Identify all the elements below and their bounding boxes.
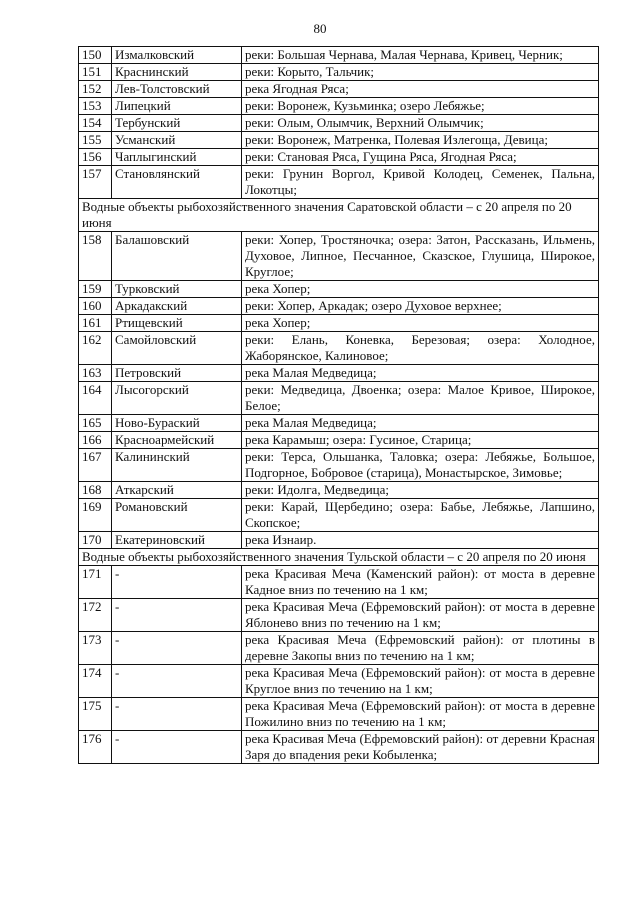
table-row: [79, 315, 599, 332]
row-number-cell: 162: [79, 332, 112, 365]
table-row: [79, 665, 599, 698]
district-cell: -: [112, 632, 242, 665]
row-number-cell: 155: [79, 132, 112, 149]
section-header-row: [79, 549, 599, 566]
water-objects-cell: река Хопер;: [242, 281, 599, 298]
district-cell: Самойловский: [112, 332, 242, 365]
row-number-cell: 151: [79, 64, 112, 81]
row-number-cell: 174: [79, 665, 112, 698]
row-number-cell: 164: [79, 382, 112, 415]
district-cell: Становлянский: [112, 166, 242, 199]
water-objects-cell: реки: Медведица, Двоенка; озера: Малое Кривое, Широкое, Белое;: [242, 382, 599, 415]
district-cell: -: [112, 698, 242, 731]
water-objects-cell: реки: Становая Ряса, Гущина Ряса, Ягодная Ряса;: [242, 149, 599, 166]
table-row: [79, 731, 599, 764]
row-number-cell: 168: [79, 482, 112, 499]
water-objects-cell: река Красивая Меча (Ефремовский район): от плотины в деревне Закопы вниз по течению на 1 км;: [242, 632, 599, 665]
district-cell: -: [112, 566, 242, 599]
table-row: [79, 132, 599, 149]
row-number-cell: 158: [79, 232, 112, 281]
water-objects-table: [78, 46, 599, 764]
section-header-text: Водные объекты рыбохозяйственного значения Саратовской области – с 20 апреля по 20 июня: [79, 199, 599, 232]
district-cell: Ново-Бураский: [112, 415, 242, 432]
water-objects-cell: реки: Терса, Ольшанка, Таловка; озера: Лебяжье, Большое, Подгорное, Бобровое (старица), Монастырское, Зимовье;: [242, 449, 599, 482]
district-cell: Романовский: [112, 499, 242, 532]
water-objects-cell: река Ягодная Ряса;: [242, 81, 599, 98]
table-row: [79, 382, 599, 415]
section-header-row: [79, 199, 599, 232]
water-objects-cell: реки: Грунин Воргол, Кривой Колодец, Семенек, Пальна, Локотцы;: [242, 166, 599, 199]
district-cell: Аркадакский: [112, 298, 242, 315]
row-number-cell: 161: [79, 315, 112, 332]
row-number-cell: 172: [79, 599, 112, 632]
water-objects-cell: река Малая Медведица;: [242, 415, 599, 432]
water-objects-cell: река Малая Медведица;: [242, 365, 599, 382]
water-objects-cell: реки: Воронеж, Кузьминка; озеро Лебяжье;: [242, 98, 599, 115]
row-number-cell: 173: [79, 632, 112, 665]
table-row: [79, 281, 599, 298]
row-number-cell: 159: [79, 281, 112, 298]
row-number-cell: 160: [79, 298, 112, 315]
table-row: [79, 482, 599, 499]
table-row: [79, 115, 599, 132]
district-cell: Лысогорский: [112, 382, 242, 415]
water-objects-cell: река Карамыш; озера: Гусиное, Старица;: [242, 432, 599, 449]
table-row: [79, 599, 599, 632]
district-cell: Екатериновский: [112, 532, 242, 549]
district-cell: Ртищевский: [112, 315, 242, 332]
section-header-text: Водные объекты рыбохозяйственного значения Тульской области – с 20 апреля по 20 июня: [79, 549, 599, 566]
district-cell: Калининский: [112, 449, 242, 482]
district-cell: Петровский: [112, 365, 242, 382]
table-row: [79, 298, 599, 315]
table-row: [79, 166, 599, 199]
table-row: [79, 415, 599, 432]
row-number-cell: 154: [79, 115, 112, 132]
water-objects-cell: реки: Большая Чернава, Малая Чернава, Кривец, Черник;: [242, 47, 599, 64]
water-objects-cell: реки: Корыто, Тальчик;: [242, 64, 599, 81]
district-cell: Лев-Толстовский: [112, 81, 242, 98]
row-number-cell: 171: [79, 566, 112, 599]
row-number-cell: 167: [79, 449, 112, 482]
table-row: [79, 566, 599, 599]
water-objects-cell: реки: Карай, Щербедино; озера: Бабье, Лебяжье, Лапшино, Скопское;: [242, 499, 599, 532]
table-row: [79, 499, 599, 532]
row-number-cell: 176: [79, 731, 112, 764]
table-row: [79, 64, 599, 81]
table-row: [79, 47, 599, 64]
water-objects-cell: реки: Хопер, Тростяночка; озера: Затон, Рассказань, Ильмень, Духовое, Липное, Песчанное, Сказское, Глушица, Широкое, Круглое;: [242, 232, 599, 281]
table-row: [79, 632, 599, 665]
row-number-cell: 152: [79, 81, 112, 98]
water-objects-cell: река Красивая Меча (Каменский район): от моста в деревне Кадное вниз по течению на 1 км;: [242, 566, 599, 599]
table-row: [79, 432, 599, 449]
row-number-cell: 153: [79, 98, 112, 115]
row-number-cell: 170: [79, 532, 112, 549]
row-number-cell: 165: [79, 415, 112, 432]
district-cell: Тербунский: [112, 115, 242, 132]
district-cell: Аткарский: [112, 482, 242, 499]
district-cell: -: [112, 665, 242, 698]
row-number-cell: 150: [79, 47, 112, 64]
table-row: [79, 332, 599, 365]
district-cell: Краснинский: [112, 64, 242, 81]
water-objects-cell: реки: Хопер, Аркадак; озеро Духовое верхнее;: [242, 298, 599, 315]
water-objects-cell: реки: Олым, Олымчик, Верхний Олымчик;: [242, 115, 599, 132]
district-cell: Красноармейский: [112, 432, 242, 449]
row-number-cell: 157: [79, 166, 112, 199]
water-objects-cell: река Красивая Меча (Ефремовский район): от деревни Красная Заря до впадения реки Кобыленка;: [242, 731, 599, 764]
water-objects-cell: река Хопер;: [242, 315, 599, 332]
row-number-cell: 166: [79, 432, 112, 449]
water-objects-cell: реки: Воронеж, Матренка, Полевая Излегоща, Девица;: [242, 132, 599, 149]
district-cell: Чаплыгинский: [112, 149, 242, 166]
row-number-cell: 175: [79, 698, 112, 731]
table-row: [79, 365, 599, 382]
table-row: [79, 698, 599, 731]
table-row: [79, 532, 599, 549]
table-row: [79, 81, 599, 98]
district-cell: Измалковский: [112, 47, 242, 64]
water-objects-cell: река Изнаир.: [242, 532, 599, 549]
water-objects-cell: река Красивая Меча (Ефремовский район): от моста в деревне Пожилино вниз по течению на 1 км;: [242, 698, 599, 731]
water-objects-cell: реки: Идолга, Медведица;: [242, 482, 599, 499]
table-body: [79, 47, 599, 764]
district-cell: Липецкий: [112, 98, 242, 115]
district-cell: -: [112, 731, 242, 764]
row-number-cell: 156: [79, 149, 112, 166]
table-row: [79, 232, 599, 281]
water-objects-cell: река Красивая Меча (Ефремовский район): от моста в деревне Яблонево вниз по течению на 1 км;: [242, 599, 599, 632]
row-number-cell: 169: [79, 499, 112, 532]
district-cell: Турковский: [112, 281, 242, 298]
table-row: [79, 149, 599, 166]
table-row: [79, 98, 599, 115]
water-objects-cell: реки: Елань, Коневка, Березовая; озера: Холодное, Жаборянское, Калиновое;: [242, 332, 599, 365]
district-cell: Балашовский: [112, 232, 242, 281]
page-number: 80: [313, 21, 327, 36]
district-cell: -: [112, 599, 242, 632]
table-row: [79, 449, 599, 482]
water-objects-cell: река Красивая Меча (Ефремовский район): от моста в деревне Круглое вниз по течению на 1 км;: [242, 665, 599, 698]
district-cell: Усманский: [112, 132, 242, 149]
row-number-cell: 163: [79, 365, 112, 382]
